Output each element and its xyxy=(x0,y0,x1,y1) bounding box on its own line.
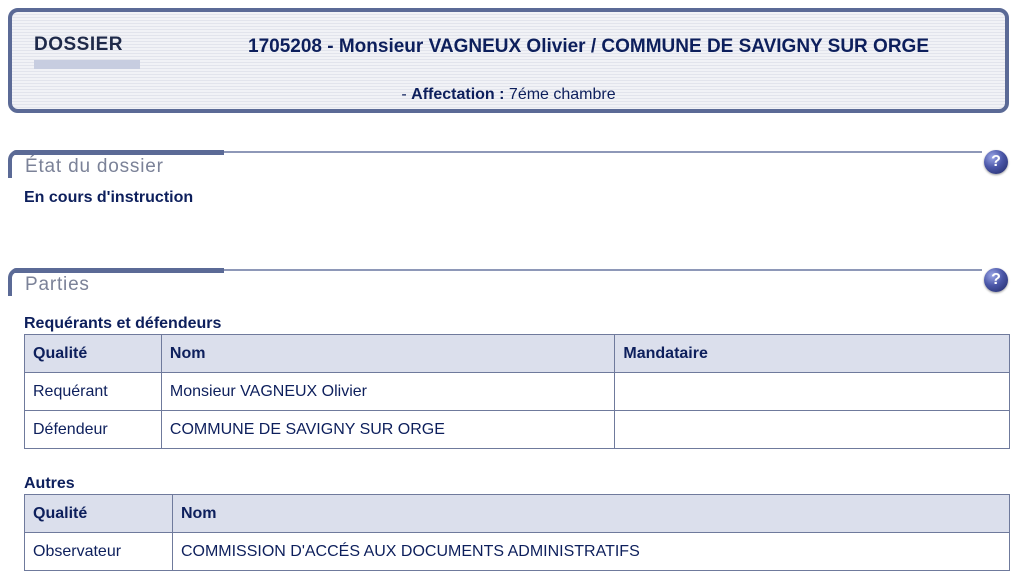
column-header-nom: Nom xyxy=(172,495,1009,533)
etat-tab-bar xyxy=(12,150,224,155)
etat-section-title: État du dossier xyxy=(25,156,164,177)
qualite-cell: Défendeur xyxy=(25,411,162,449)
column-header-nom: Nom xyxy=(161,335,614,373)
column-header-qualite: Qualité xyxy=(25,335,162,373)
parties-section-title: Parties xyxy=(25,274,90,295)
parties-tab-curve xyxy=(8,268,18,296)
parties-header-line xyxy=(224,269,982,271)
table-row xyxy=(25,411,1010,449)
question-mark-icon[interactable]: ? xyxy=(984,268,1008,292)
table-header-row xyxy=(25,495,1010,533)
autres-heading: Autres xyxy=(24,475,75,492)
affectation-value: 7éme chambre xyxy=(504,86,616,103)
mandataire-cell xyxy=(615,373,1010,411)
qualite-cell: Observateur xyxy=(25,533,173,571)
dossier-header-panel xyxy=(8,8,1009,113)
autres-table xyxy=(24,494,1010,571)
requerants-heading: Requérants et défendeurs xyxy=(24,315,222,332)
requerants-table xyxy=(24,334,1010,449)
dossier-label: DOSSIER xyxy=(34,34,124,55)
dossier-title: 1705208 - Monsieur VAGNEUX Olivier / COMMUNE DE SAVIGNY SUR ORGE xyxy=(248,36,930,57)
dossier-label-underline xyxy=(34,60,140,69)
nom-cell: COMMUNE DE SAVIGNY SUR ORGE xyxy=(161,411,614,449)
question-mark-icon[interactable]: ? xyxy=(984,150,1008,174)
table-header-row xyxy=(25,335,1010,373)
affectation-label: Affectation : xyxy=(411,86,505,103)
etat-header-line xyxy=(224,151,982,153)
nom-cell: COMMISSION D'ACCÉS AUX DOCUMENTS ADMINISTRATIFS xyxy=(172,533,1009,571)
etat-status-value: En cours d'instruction xyxy=(24,189,194,206)
qualite-cell: Requérant xyxy=(25,373,162,411)
etat-section-header xyxy=(8,150,1008,186)
column-header-mandataire: Mandataire xyxy=(615,335,1010,373)
parties-tab-bar xyxy=(12,268,224,273)
affectation-prefix: - xyxy=(401,86,412,103)
mandataire-cell xyxy=(615,411,1010,449)
table-row xyxy=(25,373,1010,411)
parties-section-header xyxy=(8,268,1008,304)
table-row xyxy=(25,533,1010,571)
nom-cell: Monsieur VAGNEUX Olivier xyxy=(161,373,614,411)
column-header-qualite: Qualité xyxy=(25,495,173,533)
affectation-line xyxy=(12,86,1005,104)
etat-tab-curve xyxy=(8,150,18,178)
